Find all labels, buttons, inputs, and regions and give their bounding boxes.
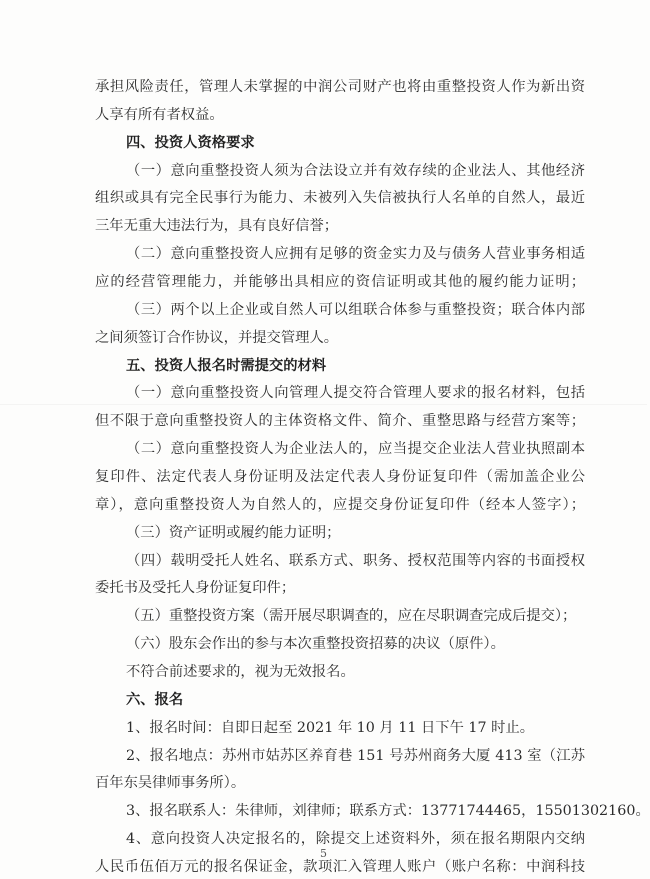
paragraph-line: 三年无重大违法行为，具有良好信誉； bbox=[95, 218, 339, 234]
section-heading-5: 五、投资人报名时需提交的材料 bbox=[126, 358, 327, 374]
paragraph-line: （六）股东会作出的参与本次重整投资招募的决议（原件）。 bbox=[126, 636, 505, 652]
section-heading-6: 六、报名 bbox=[126, 692, 184, 708]
paragraph-line: 1、报名时间：自即日起至 2021 年 10 月 11 日下午 17 时止。 bbox=[126, 720, 535, 736]
page-number: 5 bbox=[320, 847, 327, 860]
paragraph-line: 人民币伍佰万元的报名保证金，款项汇入管理人账户（账户名称：中润科技 bbox=[95, 859, 585, 875]
paragraph-line: （五）重整投资方案（需开展尽职调查的，应在尽职调查完成后提交）； bbox=[126, 608, 577, 624]
paragraph-line: 委托书及受托人身份证复印件； bbox=[95, 580, 296, 596]
paragraph-line: 不符合前述要求的，视为无效报名。 bbox=[126, 664, 355, 680]
paragraph-line: 组织或具有完全民事行为能力、未被列入失信被执行人名单的自然人，最近 bbox=[95, 190, 585, 206]
paragraph-line: （三）资产证明或履约能力证明； bbox=[126, 525, 341, 541]
paragraph-line: 3、报名联系人：朱律师，刘律师；联系方式：13771744465，15501302160。 bbox=[126, 803, 650, 819]
paragraph-line: （二）意向重整投资人为企业法人的，应当提交企业法人营业执照副本 bbox=[126, 441, 585, 457]
paragraph-line: 4、意向投资人决定报名的，除提交上述资料外，须在报名期限内交纳 bbox=[126, 831, 585, 847]
section-heading-4: 四、投资人资格要求 bbox=[126, 135, 255, 151]
scan-fold-line bbox=[0, 404, 647, 405]
paragraph-line: 人享有所有者权益。 bbox=[95, 107, 224, 123]
paragraph-line: 之间须签订合作协议，并提交管理人。 bbox=[95, 330, 339, 346]
paragraph-line: 但不限于意向重整投资人的主体资格文件、简介、重整思路与经营方案等； bbox=[95, 413, 585, 429]
paragraph-line: 章），意向重整投资人为自然人的，应提交身份证复印件（经本人签字）； bbox=[95, 497, 585, 513]
paragraph-line: （三）两个以上企业或自然人可以组联合体参与重整投资；联合体内部 bbox=[126, 302, 585, 318]
paragraph-line: （一）意向重整投资人向管理人提交符合管理人要求的报名材料，包括 bbox=[126, 385, 585, 401]
paragraph-line: 百年东吴律师事务所）。 bbox=[95, 775, 246, 791]
paragraph-line: （四）载明受托人姓名、联系方式、职务、授权范围等内容的书面授权 bbox=[126, 553, 585, 569]
paragraph-line: （一）意向重整投资人须为合法设立并有效存续的企业法人、其他经济 bbox=[126, 163, 585, 179]
paragraph-line: 承担风险责任，管理人未掌握的中润公司财产也将由重整投资人作为新出资 bbox=[95, 79, 585, 95]
paragraph-line: （二）意向重整投资人应拥有足够的资金实力及与债务人营业事务相适 bbox=[126, 246, 585, 262]
paragraph-line: 复印件、法定代表人身份证明及法定代表人身份证复印件（需加盖企业公 bbox=[95, 469, 585, 485]
paragraph-line: 2、报名地点：苏州市姑苏区养育巷 151 号苏州商务大厦 413 室（江苏 bbox=[126, 748, 585, 764]
paragraph-line: 应的经营管理能力，并能够出具相应的资信证明或其他的履约能力证明； bbox=[95, 274, 585, 290]
